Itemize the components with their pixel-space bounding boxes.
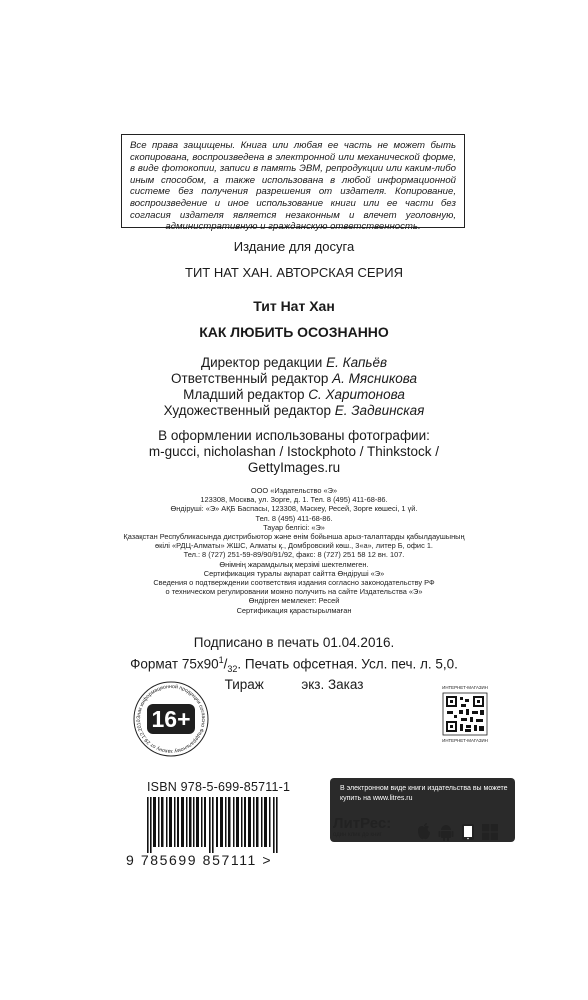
age-rating-seal-icon [132, 680, 210, 758]
device-icon [460, 823, 476, 846]
credit-line: Младший редактор С. Харитонова [183, 387, 405, 402]
print-info: Подписано в печать 01.04.2016. Формат $75x90^1/_{32}$. Печать офсетная. Усл. печ. л. 5,0. Тираж экз. Заказ [0, 635, 588, 694]
qr-code-icon [432, 683, 498, 745]
litres-logo-tagline: один клик до книг [333, 832, 382, 838]
age-rating-badge [132, 680, 210, 758]
windows-icon [482, 824, 498, 845]
credit-line: Ответственный редактор А. Мясникова [171, 371, 417, 386]
litres-logo-text: ЛитРес: [333, 815, 392, 832]
litres-banner-text: В электронном виде книги издательства вы можете купить на www.litres.ru [340, 785, 508, 802]
barcode-bars [147, 797, 279, 853]
credit-line: Художественный редактор Е. Задвинская [163, 403, 425, 418]
isbn-number: ISBN 978-5-699-85711-1 [147, 780, 291, 794]
credit-line: Директор редакции Е. Капьёв [200, 355, 388, 370]
apple-icon [416, 823, 432, 846]
qr-bottom-label: ИНТЕРНЕТ-МАГАЗИН [442, 738, 488, 743]
book-author: Тит Нат Хан [253, 298, 335, 314]
age-rating-label: 16+ [151, 706, 191, 732]
qr-top-label: ИНТЕРНЕТ-МАГАЗИН [442, 685, 488, 690]
edition-type: Издание для досуга [233, 239, 355, 254]
legal-notice-box [121, 134, 465, 233]
photo-credits: В оформлении использованы фотографии: m-gucci, nicholashan / Istockphoto / Thinkstock / GettyImages.ru [148, 428, 440, 475]
barcode-icon [147, 797, 279, 853]
platform-icons [414, 818, 504, 846]
barcode-digits: 9 785699 857111 > [126, 852, 273, 868]
credits-block [0, 355, 588, 419]
series-title: ТИТ НАТ ХАН. АВТОРСКАЯ СЕРИЯ [185, 265, 403, 280]
format-line: Формат $75x90^1/_{32}$. Печать офсетная. Усл. печ. л. 5,0. [130, 654, 458, 674]
litres-logo [333, 815, 409, 849]
book-title: КАК ЛЮБИТЬ ОСОЗНАННО [199, 324, 389, 340]
legal-notice-text: Все права защищены. Книга или любая ее часть не может быть скопирована, воспроизведена в электронной или механической форме, в виде фотокопии, записи в память ЭВМ, репродукции или каким-либо иным способом, а также использована в любой информационной системе без получения разрешения от издателя. Копирование, воспроизведение и иное использование книги или ее части без согласия издателя является незаконным и влечет уголовную, административную и гражданскую ответственность. [130, 140, 456, 233]
publisher-info: ООО «Издательство «Э» 123308, Москва, ул. Зорге, д. 1. Тел. 8 (495) 411-68-86. Өндіруші: «Э» АҚБ Баспасы, 123308, Мәскеу, Ресей, Зорге көшесі, 1 үй. Тел. 8 (495) 411-68-86. Тауар белгісі: «Э» Қазақстан Республикасында дистрибьютор және өнім бойынша арыз-талаптарды қабылдаушының өкілі «РДЦ-Алматы» ЖШС, Алматы қ., Домбровский көш., 3«а», литер Б, офис 1. Тел.: 8 (727) 251-59-89/90/91/92, факс: 8 (727) 251 58 12 вн. 107. Өнімнің жарамдылық мерзімі шектелмеген. Сертификация туралы ақпарат сайтта Өндіруші «Э» Сведения о подтверждении соответствия издания согласно законодательству РФ о техническом регулировании можно получить на сайте Издательства «Э» Өндірген мемлекет: Ресей Сертификация қарастырылмаған [123, 486, 465, 615]
age-rating-ring-text: Знак информационной продукции согласно Федеральному закону от 29.12.2010 [135, 683, 207, 755]
qr-code-block [432, 683, 498, 745]
android-icon [438, 823, 454, 846]
